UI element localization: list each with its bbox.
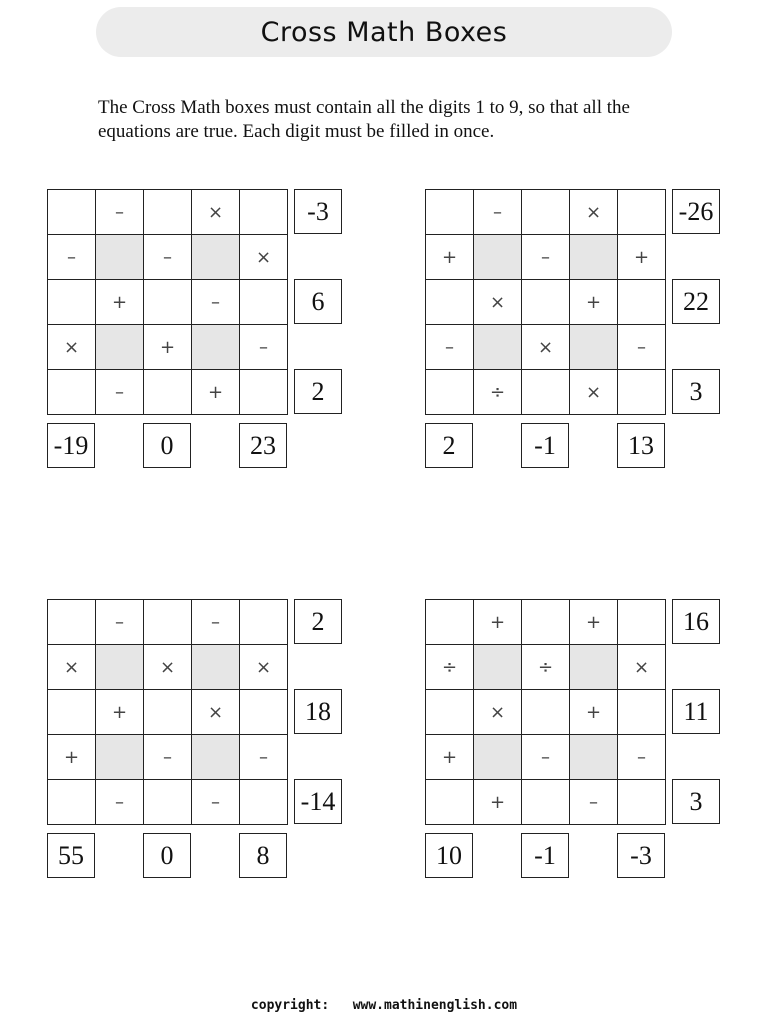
digit-input-cell[interactable] <box>48 280 96 325</box>
shaded-cell <box>570 325 618 370</box>
row-result: 3 <box>672 779 720 824</box>
operator-cell: × <box>570 370 618 415</box>
operator-cell: × <box>474 280 522 325</box>
copyright-footer <box>0 998 768 1013</box>
digit-input-cell[interactable] <box>240 780 288 825</box>
digit-input-cell[interactable] <box>618 690 666 735</box>
shaded-cell <box>474 235 522 280</box>
operator-cell: × <box>618 645 666 690</box>
operator-cell: – <box>192 280 240 325</box>
digit-input-cell[interactable] <box>426 600 474 645</box>
puzzle-grid <box>47 189 288 415</box>
shaded-cell <box>192 235 240 280</box>
digit-input-cell[interactable] <box>48 690 96 735</box>
operator-cell: + <box>618 235 666 280</box>
digit-input-cell[interactable] <box>144 690 192 735</box>
operator-cell: × <box>240 235 288 280</box>
digit-input-cell[interactable] <box>48 190 96 235</box>
operator-cell: ÷ <box>474 370 522 415</box>
digit-input-cell[interactable] <box>618 780 666 825</box>
column-result: -1 <box>521 423 569 468</box>
puzzle-grid <box>425 189 666 415</box>
digit-input-cell[interactable] <box>144 780 192 825</box>
operator-cell: + <box>570 690 618 735</box>
column-result: 23 <box>239 423 287 468</box>
row-result: -14 <box>294 779 342 824</box>
operator-cell: – <box>240 325 288 370</box>
puzzle-1 <box>47 189 347 469</box>
puzzle-3 <box>47 599 347 879</box>
operator-cell: × <box>48 645 96 690</box>
operator-cell: ÷ <box>522 645 570 690</box>
row-result: 2 <box>294 369 342 414</box>
operator-cell: – <box>48 235 96 280</box>
column-result: -3 <box>617 833 665 878</box>
operator-cell: – <box>96 190 144 235</box>
digit-input-cell[interactable] <box>618 370 666 415</box>
puzzle-grid <box>425 599 666 825</box>
digit-input-cell[interactable] <box>240 600 288 645</box>
digit-input-cell[interactable] <box>240 370 288 415</box>
shaded-cell <box>192 325 240 370</box>
shaded-cell <box>96 735 144 780</box>
operator-cell: – <box>618 325 666 370</box>
digit-input-cell[interactable] <box>48 370 96 415</box>
operator-cell: – <box>240 735 288 780</box>
copyright-url: www.mathinenglish.com <box>352 998 518 1013</box>
row-result: 3 <box>672 369 720 414</box>
operator-cell: + <box>570 600 618 645</box>
column-result: 0 <box>143 423 191 468</box>
operator-cell: – <box>192 600 240 645</box>
operator-cell: × <box>48 325 96 370</box>
shaded-cell <box>96 235 144 280</box>
shaded-cell <box>570 645 618 690</box>
operator-cell: + <box>48 735 96 780</box>
row-result: 16 <box>672 599 720 644</box>
digit-input-cell[interactable] <box>144 370 192 415</box>
column-result: 0 <box>143 833 191 878</box>
row-result: 6 <box>294 279 342 324</box>
shaded-cell <box>96 325 144 370</box>
digit-input-cell[interactable] <box>618 280 666 325</box>
puzzle-4 <box>425 599 725 879</box>
operator-cell: + <box>570 280 618 325</box>
operator-cell: – <box>570 780 618 825</box>
operator-cell: – <box>192 780 240 825</box>
operator-cell: + <box>426 735 474 780</box>
digit-input-cell[interactable] <box>48 780 96 825</box>
column-result: 55 <box>47 833 95 878</box>
shaded-cell <box>570 235 618 280</box>
digit-input-cell[interactable] <box>426 280 474 325</box>
instructions-text: The Cross Math boxes must contain all the digits 1 to 9, so that all the equations are true. Each digit must be filled in once. <box>98 97 630 142</box>
operator-cell: – <box>144 735 192 780</box>
digit-input-cell[interactable] <box>618 600 666 645</box>
digit-input-cell[interactable] <box>522 370 570 415</box>
shaded-cell <box>96 645 144 690</box>
row-result: 22 <box>672 279 720 324</box>
shaded-cell <box>192 645 240 690</box>
operator-cell: – <box>426 325 474 370</box>
operator-cell: ÷ <box>426 645 474 690</box>
puzzle-2 <box>425 189 725 469</box>
digit-input-cell[interactable] <box>522 190 570 235</box>
column-result: 13 <box>617 423 665 468</box>
operator-cell: + <box>96 690 144 735</box>
row-result: 18 <box>294 689 342 734</box>
operator-cell: – <box>522 235 570 280</box>
operator-cell: – <box>522 735 570 780</box>
operator-cell: – <box>96 370 144 415</box>
operator-cell: – <box>144 235 192 280</box>
operator-cell: × <box>570 190 618 235</box>
digit-input-cell[interactable] <box>144 280 192 325</box>
row-result: -26 <box>672 189 720 234</box>
copyright-label: copyright: <box>250 998 330 1013</box>
row-result: -3 <box>294 189 342 234</box>
digit-input-cell[interactable] <box>522 280 570 325</box>
operator-cell: – <box>96 780 144 825</box>
operator-cell: + <box>426 235 474 280</box>
column-result: -19 <box>47 423 95 468</box>
digit-input-cell[interactable] <box>144 190 192 235</box>
operator-cell: + <box>474 600 522 645</box>
shaded-cell <box>474 735 522 780</box>
digit-input-cell[interactable] <box>618 190 666 235</box>
column-result: 2 <box>425 423 473 468</box>
operator-cell: – <box>474 190 522 235</box>
operator-cell: + <box>96 280 144 325</box>
row-result: 11 <box>672 689 720 734</box>
puzzle-grid <box>47 599 288 825</box>
shaded-cell <box>474 645 522 690</box>
digit-input-cell[interactable] <box>426 690 474 735</box>
digit-input-cell[interactable] <box>144 600 192 645</box>
digit-input-cell[interactable] <box>240 190 288 235</box>
digit-input-cell[interactable] <box>522 690 570 735</box>
digit-input-cell[interactable] <box>522 780 570 825</box>
operator-cell: × <box>192 190 240 235</box>
digit-input-cell[interactable] <box>522 600 570 645</box>
digit-input-cell[interactable] <box>426 780 474 825</box>
column-result: 8 <box>239 833 287 878</box>
shaded-cell <box>474 325 522 370</box>
column-result: 10 <box>425 833 473 878</box>
digit-input-cell[interactable] <box>240 690 288 735</box>
row-result: 2 <box>294 599 342 644</box>
column-result: -1 <box>521 833 569 878</box>
shaded-cell <box>570 735 618 780</box>
digit-input-cell[interactable] <box>240 280 288 325</box>
digit-input-cell[interactable] <box>426 370 474 415</box>
operator-cell: × <box>192 690 240 735</box>
operator-cell: × <box>474 690 522 735</box>
digit-input-cell[interactable] <box>48 600 96 645</box>
page-title: Cross Math Boxes <box>260 16 508 48</box>
digit-input-cell[interactable] <box>426 190 474 235</box>
operator-cell: × <box>240 645 288 690</box>
operator-cell: + <box>144 325 192 370</box>
operator-cell: × <box>144 645 192 690</box>
operator-cell: + <box>474 780 522 825</box>
operator-cell: – <box>96 600 144 645</box>
operator-cell: – <box>618 735 666 780</box>
title-banner <box>96 7 672 57</box>
operator-cell: × <box>522 325 570 370</box>
operator-cell: + <box>192 370 240 415</box>
shaded-cell <box>192 735 240 780</box>
